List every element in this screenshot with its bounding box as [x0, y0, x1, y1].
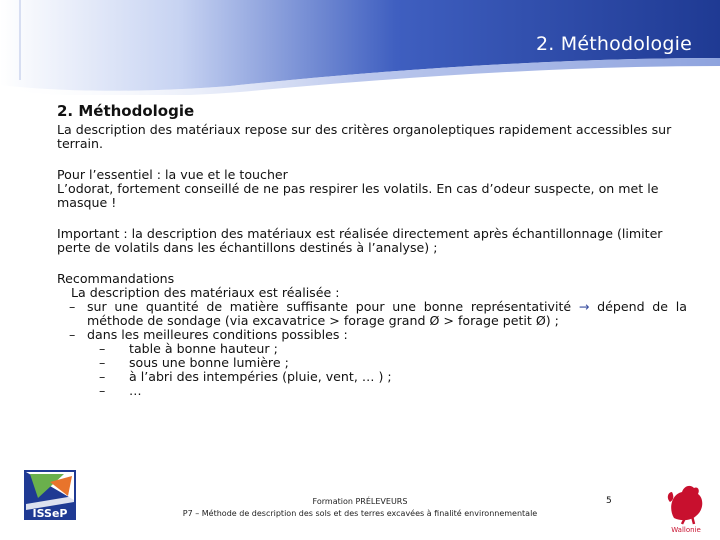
- footer: [150, 496, 570, 520]
- paragraph-important: [57, 227, 687, 255]
- item-text-continued: dépend de la méthode de sondage (via excavatrice > forage grand Ø > forage petit Ø) ;: [87, 299, 687, 328]
- recommendations-block: [57, 272, 687, 398]
- paragraph-text: La description des matériaux repose sur des critères organoleptiques rapidement accessibles sur terrain.: [57, 122, 672, 151]
- item-text: sur une quantité de matière suffisante pour une bonne représentativité: [87, 299, 572, 314]
- important-text: Important : la description des matériaux est réalisée directement après échantillonnage (limiter perte de volatils dans les échantillons destinés à l’analyse) ;: [57, 226, 663, 255]
- sub-item: [57, 384, 687, 398]
- sub-item-text: sous une bonne lumière ;: [129, 355, 289, 370]
- recommendations-title: Recommandations: [57, 271, 175, 286]
- sub-item-text: à l’abri des intempéries (pluie, vent, … ) ;: [129, 369, 392, 384]
- dash-bullet: –: [69, 299, 76, 314]
- recommendation-item: [57, 328, 687, 342]
- wallonie-rooster-logo: [664, 478, 708, 534]
- header-title: 2. Méthodologie: [536, 33, 692, 55]
- item-text: dans les meilleures conditions possibles :: [87, 327, 348, 342]
- footer-document-title: P7 – Méthode de description des sols et des terres excavées à finalité environnementale: [182, 509, 538, 518]
- arrow-right-icon: →: [578, 299, 590, 314]
- page-number: 5: [606, 496, 612, 506]
- svg-text:Wallonie: Wallonie: [671, 526, 701, 534]
- sub-item: [57, 356, 687, 370]
- sub-item: [57, 342, 687, 356]
- dash-bullet: –: [99, 383, 106, 398]
- essentials-line: Pour l’essentiel : la vue et le toucher: [57, 167, 288, 182]
- recommendation-item: [57, 300, 687, 328]
- dash-bullet: –: [99, 341, 106, 356]
- dash-bullet: –: [99, 355, 106, 370]
- paragraph-essentials: [57, 168, 687, 210]
- odor-line: L’odorat, fortement conseillé de ne pas respirer les volatils. En cas d’odeur suspecte, on met le masque !: [57, 181, 659, 210]
- section-heading: 2. Méthodologie: [57, 102, 195, 120]
- paragraph-description: [57, 123, 687, 151]
- svg-text:ISSeP: ISSeP: [32, 507, 68, 520]
- sub-item-text: table à bonne hauteur ;: [129, 341, 278, 356]
- dash-bullet: –: [99, 369, 106, 384]
- header-band: [0, 0, 720, 95]
- dash-bullet: –: [69, 327, 76, 342]
- slide-content: [57, 104, 687, 415]
- sub-item-text: …: [129, 383, 142, 398]
- issep-logo: [24, 470, 76, 520]
- footer-course-title: Formation PRÉLEVEURS: [312, 497, 408, 506]
- sub-item: [57, 370, 687, 384]
- recommendations-intro: La description des matériaux est réalisée :: [71, 285, 340, 300]
